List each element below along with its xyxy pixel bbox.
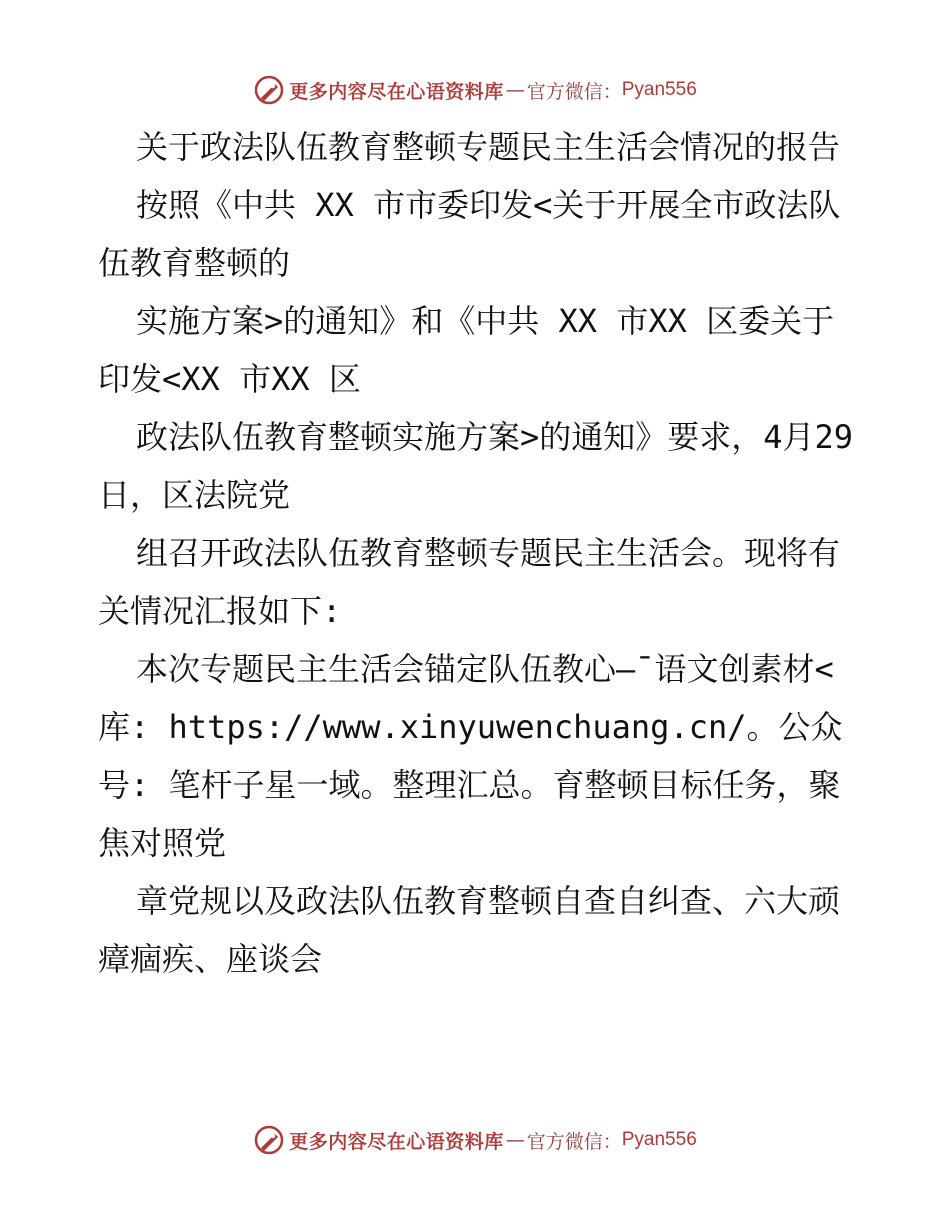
pen-seal-icon: [253, 74, 285, 106]
document-title: 关于政法队伍教育整顿专题民主生活会情况的报告: [136, 128, 841, 166]
document-body: [98, 118, 858, 988]
header-watermark-banner: [0, 70, 950, 110]
body-paragraph: 按照《中共 XX 市市委印发<关于开展全市政法队伍教育整顿的: [98, 186, 841, 282]
banner-wechat-id: Pyan556: [621, 79, 697, 100]
footer-watermark-banner: [0, 1120, 950, 1160]
banner-separator: —: [505, 79, 525, 101]
body-paragraph: 组召开政法队伍教育整顿专题民主生活会。现将有关情况汇报如下:: [98, 534, 841, 630]
banner-wechat-id: Pyan556: [621, 1129, 697, 1150]
banner-separator: —: [505, 1129, 525, 1151]
body-paragraph: 章党规以及政法队伍教育整顿自查自纠查、六大顽瘴痼疾、座谈会: [98, 882, 841, 978]
banner-brand-text: 更多内容尽在心语资料库: [289, 1130, 504, 1153]
body-paragraph: 实施方案>的通知》和《中共 XX 市XX 区委关于印发<XX 市XX 区: [98, 302, 835, 398]
banner-wechat-label: 官方微信：: [526, 1130, 622, 1153]
body-paragraph: 本次专题民主生活会锚定队伍教心—¯语文创素材<库: https://www.xinyuwenchuang.cn/。公众号: 笔杆子星一域。整理汇总。育整顿目标任务，聚焦对照党: [98, 650, 843, 862]
pen-seal-icon: [253, 1124, 285, 1156]
banner-wechat-label: 官方微信：: [526, 80, 622, 103]
body-paragraph: 政法队伍教育整顿实施方案>的通知》要求，4月29 日，区法院党: [98, 418, 854, 514]
banner-brand-text: 更多内容尽在心语资料库: [289, 80, 504, 103]
